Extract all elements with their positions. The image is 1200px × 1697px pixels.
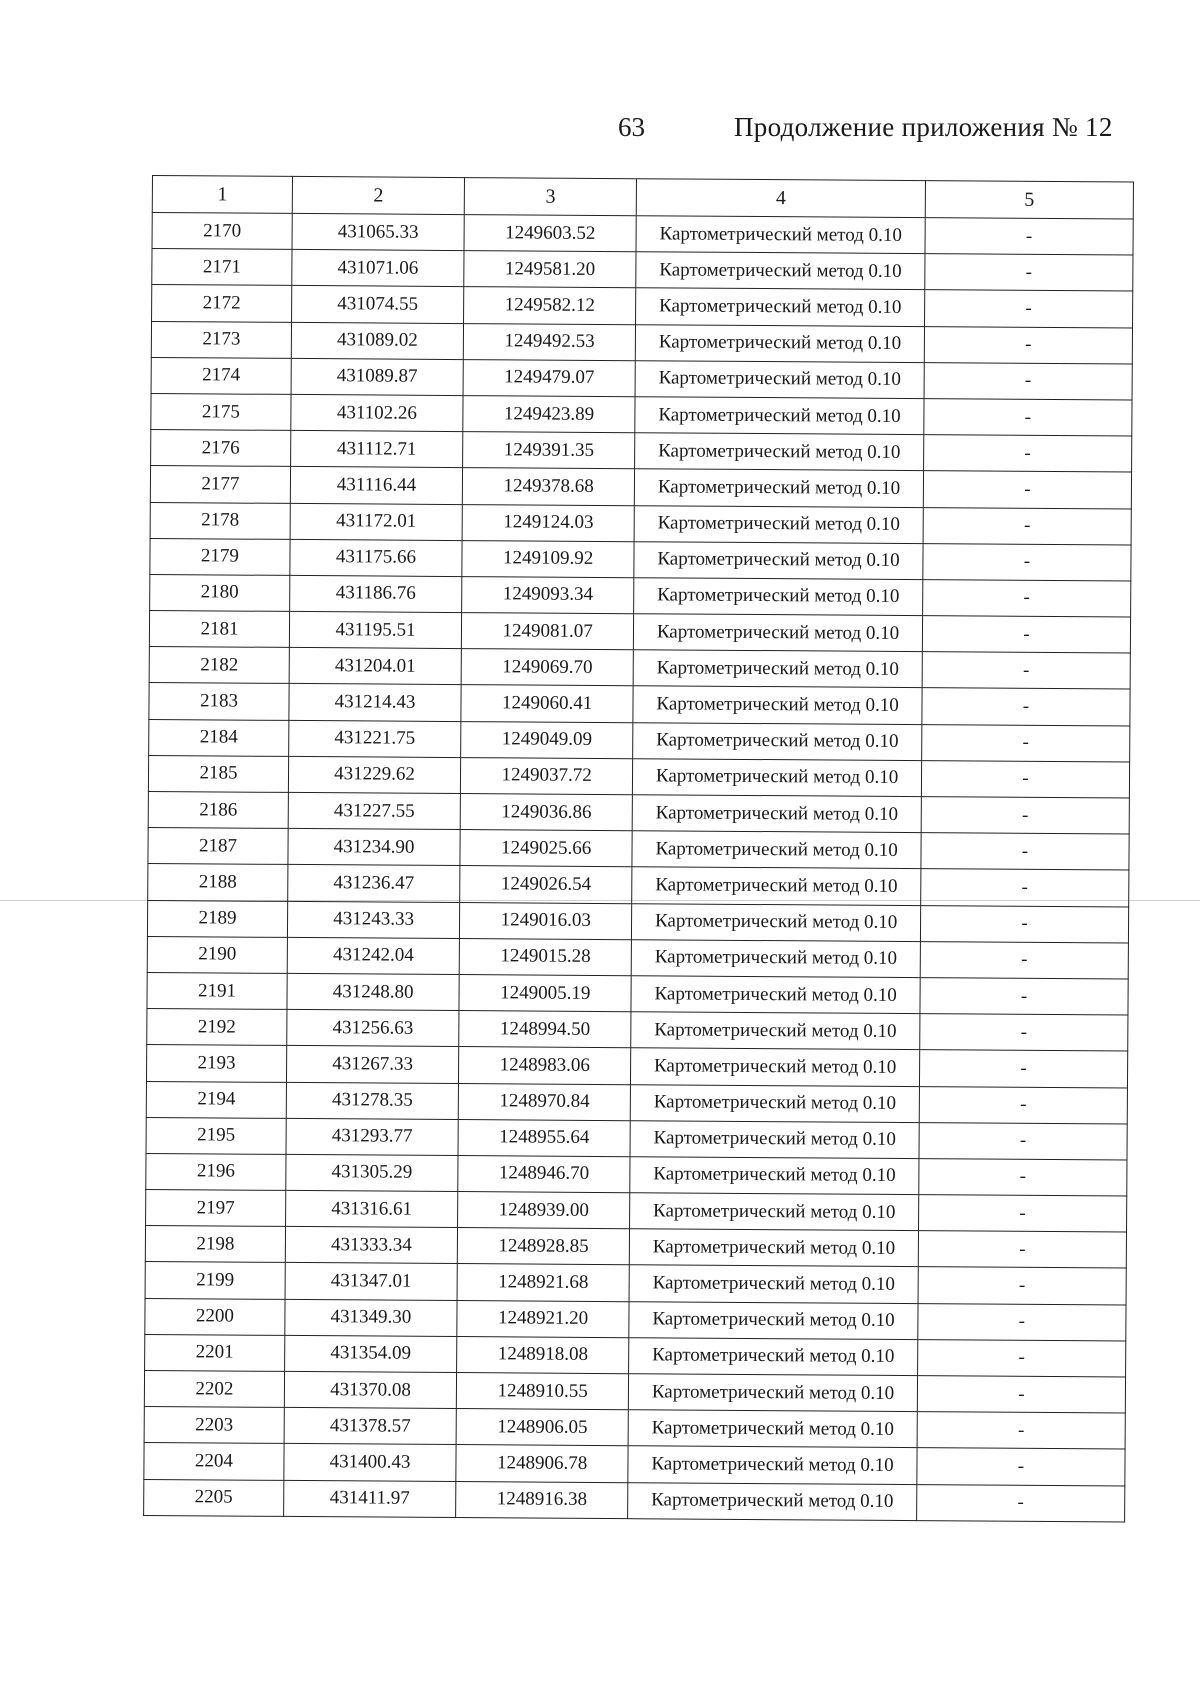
- y-coordinate-cell: 1249124.03: [462, 504, 634, 541]
- method-cell: Картометрический метод 0.10: [631, 1084, 920, 1122]
- note-cell: -: [924, 326, 1132, 364]
- note-cell: -: [924, 399, 1132, 437]
- point-number-cell: 2189: [147, 900, 287, 937]
- note-cell: -: [924, 362, 1132, 400]
- x-coordinate-cell: 431227.55: [288, 792, 460, 829]
- x-coordinate-cell: 431195.51: [289, 611, 461, 648]
- x-coordinate-cell: 431267.33: [286, 1046, 458, 1083]
- note-cell: -: [922, 616, 1130, 654]
- x-coordinate-cell: 431229.62: [288, 756, 460, 793]
- x-coordinate-cell: 431316.61: [286, 1190, 458, 1227]
- method-cell: Картометрический метод 0.10: [634, 578, 923, 616]
- x-coordinate-cell: 431089.87: [291, 358, 463, 395]
- method-cell: Картометрический метод 0.10: [629, 1301, 918, 1339]
- note-cell: -: [918, 1231, 1126, 1269]
- note-cell: -: [921, 797, 1129, 835]
- y-coordinate-cell: 1249492.53: [463, 323, 635, 360]
- method-cell: Картометрический метод 0.10: [631, 1012, 920, 1050]
- note-cell: -: [922, 688, 1130, 726]
- y-coordinate-cell: 1248918.08: [457, 1336, 629, 1373]
- y-coordinate-cell: 1249581.20: [464, 251, 636, 288]
- note-cell: -: [921, 833, 1129, 871]
- x-coordinate-cell: 431172.01: [290, 503, 462, 540]
- point-number-cell: 2197: [146, 1190, 286, 1227]
- method-cell: Картометрический метод 0.10: [629, 1265, 918, 1303]
- method-cell: Картометрический метод 0.10: [636, 324, 925, 362]
- note-cell: -: [919, 1122, 1127, 1160]
- y-coordinate-cell: 1249093.34: [462, 576, 634, 613]
- point-number-cell: 2182: [149, 647, 289, 684]
- y-coordinate-cell: 1248910.55: [456, 1373, 628, 1410]
- note-cell: -: [920, 1014, 1128, 1052]
- y-coordinate-cell: 1248906.05: [456, 1409, 628, 1446]
- x-coordinate-cell: 431221.75: [289, 720, 461, 757]
- x-coordinate-cell: 431175.66: [290, 539, 462, 576]
- method-cell: Картометрический метод 0.10: [635, 397, 924, 435]
- x-coordinate-cell: 431065.33: [292, 213, 464, 250]
- x-coordinate-cell: 431347.01: [285, 1263, 457, 1300]
- y-coordinate-cell: 1248994.50: [459, 1011, 631, 1048]
- x-coordinate-cell: 431074.55: [292, 286, 464, 323]
- note-cell: -: [923, 507, 1131, 545]
- method-cell: Картометрический метод 0.10: [630, 1157, 919, 1195]
- y-coordinate-cell: 1249037.72: [460, 757, 632, 794]
- note-cell: -: [920, 941, 1128, 979]
- point-number-cell: 2171: [152, 249, 292, 286]
- x-coordinate-cell: 431354.09: [285, 1335, 457, 1372]
- note-cell: -: [917, 1484, 1125, 1522]
- point-number-cell: 2176: [151, 430, 291, 467]
- note-cell: -: [921, 869, 1129, 907]
- point-number-cell: 2192: [147, 1009, 287, 1046]
- point-number-cell: 2195: [146, 1117, 286, 1154]
- x-coordinate-cell: 431116.44: [290, 467, 462, 504]
- y-coordinate-cell: 1249479.07: [463, 359, 635, 396]
- point-number-cell: 2177: [150, 466, 290, 503]
- method-cell: Картометрический метод 0.10: [629, 1338, 918, 1376]
- x-coordinate-cell: 431071.06: [292, 250, 464, 287]
- y-coordinate-cell: 1249060.41: [461, 685, 633, 722]
- y-coordinate-cell: 1248921.68: [457, 1264, 629, 1301]
- note-cell: -: [921, 760, 1129, 798]
- y-coordinate-cell: 1248946.70: [458, 1155, 630, 1192]
- column-header-2: 2: [292, 176, 464, 214]
- y-coordinate-cell: 1249069.70: [461, 649, 633, 686]
- point-number-cell: 2183: [149, 683, 289, 720]
- point-number-cell: 2202: [144, 1370, 284, 1407]
- x-coordinate-cell: 431234.90: [288, 829, 460, 866]
- x-coordinate-cell: 431370.08: [284, 1371, 456, 1408]
- x-coordinate-cell: 431349.30: [285, 1299, 457, 1336]
- y-coordinate-cell: 1249005.19: [459, 974, 631, 1011]
- point-number-cell: 2193: [146, 1045, 286, 1082]
- x-coordinate-cell: 431243.33: [287, 901, 459, 938]
- method-cell: Картометрический метод 0.10: [629, 1374, 918, 1412]
- y-coordinate-cell: 1248928.85: [457, 1228, 629, 1265]
- note-cell: -: [919, 1158, 1127, 1196]
- point-number-cell: 2185: [148, 755, 288, 792]
- method-cell: Картометрический метод 0.10: [636, 216, 925, 254]
- y-coordinate-cell: 1249026.54: [460, 866, 632, 903]
- y-coordinate-cell: 1249015.28: [459, 938, 631, 975]
- method-cell: Картометрический метод 0.10: [630, 1193, 919, 1231]
- column-header-5: 5: [925, 181, 1133, 219]
- column-header-1: 1: [152, 176, 292, 214]
- column-header-3: 3: [464, 178, 636, 216]
- note-cell: -: [917, 1339, 1125, 1377]
- method-cell: Картометрический метод 0.10: [630, 1229, 919, 1267]
- point-number-cell: 2201: [145, 1334, 285, 1371]
- method-cell: Картометрический метод 0.10: [633, 686, 922, 724]
- y-coordinate-cell: 1249016.03: [460, 902, 632, 939]
- y-coordinate-cell: 1249603.52: [464, 215, 636, 252]
- note-cell: -: [923, 435, 1131, 473]
- x-coordinate-cell: 431214.43: [289, 684, 461, 721]
- method-cell: Картометрический метод 0.10: [630, 1120, 919, 1158]
- note-cell: -: [919, 1086, 1127, 1124]
- point-number-cell: 2173: [151, 321, 291, 358]
- table-body: [144, 213, 1134, 1522]
- note-cell: -: [920, 905, 1128, 943]
- point-number-cell: 2198: [145, 1226, 285, 1263]
- method-cell: Картометрический метод 0.10: [635, 469, 924, 507]
- y-coordinate-cell: 1248921.20: [457, 1300, 629, 1337]
- y-coordinate-cell: 1249049.09: [461, 721, 633, 758]
- method-cell: Картометрический метод 0.10: [635, 360, 924, 398]
- y-coordinate-cell: 1248906.78: [456, 1445, 628, 1482]
- point-number-cell: 2184: [149, 719, 289, 756]
- point-number-cell: 2196: [146, 1153, 286, 1190]
- note-cell: -: [923, 471, 1131, 509]
- point-number-cell: 2191: [147, 972, 287, 1009]
- point-number-cell: 2190: [147, 936, 287, 973]
- page-number: 63: [618, 112, 645, 142]
- x-coordinate-cell: 431293.77: [286, 1118, 458, 1155]
- y-coordinate-cell: 1249109.92: [462, 540, 634, 577]
- point-number-cell: 2179: [150, 538, 290, 575]
- method-cell: Картометрический метод 0.10: [633, 759, 922, 797]
- table-row: [144, 1479, 1125, 1522]
- point-number-cell: 2187: [148, 828, 288, 865]
- x-coordinate-cell: 431236.47: [288, 865, 460, 902]
- method-cell: Картометрический метод 0.10: [628, 1482, 917, 1520]
- coordinates-table: [143, 175, 1134, 1522]
- note-cell: -: [917, 1448, 1125, 1486]
- y-coordinate-cell: 1248939.00: [458, 1192, 630, 1229]
- note-cell: -: [920, 978, 1128, 1016]
- method-cell: Картометрический метод 0.10: [631, 976, 920, 1014]
- y-coordinate-cell: 1249036.86: [460, 794, 632, 831]
- y-coordinate-cell: 1249423.89: [463, 396, 635, 433]
- method-cell: Картометрический метод 0.10: [631, 939, 920, 977]
- x-coordinate-cell: 431242.04: [287, 937, 459, 974]
- method-cell: Картометрический метод 0.10: [634, 541, 923, 579]
- note-cell: -: [923, 579, 1131, 617]
- note-cell: -: [917, 1412, 1125, 1450]
- y-coordinate-cell: 1248916.38: [456, 1481, 628, 1518]
- note-cell: -: [922, 724, 1130, 762]
- point-number-cell: 2186: [148, 791, 288, 828]
- page-title: Продолжение приложения № 12: [734, 112, 1113, 142]
- x-coordinate-cell: 431400.43: [284, 1444, 456, 1481]
- point-number-cell: 2172: [152, 285, 292, 322]
- column-header-4: 4: [637, 179, 926, 218]
- x-coordinate-cell: 431186.76: [290, 575, 462, 612]
- method-cell: Картометрический метод 0.10: [635, 433, 924, 471]
- point-number-cell: 2180: [150, 574, 290, 611]
- x-coordinate-cell: 431248.80: [287, 973, 459, 1010]
- point-number-cell: 2178: [150, 502, 290, 539]
- y-coordinate-cell: 1249378.68: [462, 468, 634, 505]
- point-number-cell: 2203: [144, 1407, 284, 1444]
- method-cell: Картометрический метод 0.10: [633, 722, 922, 760]
- method-cell: Картометрический метод 0.10: [628, 1446, 917, 1484]
- point-number-cell: 2181: [149, 611, 289, 648]
- point-number-cell: 2194: [146, 1081, 286, 1118]
- note-cell: -: [922, 652, 1130, 690]
- y-coordinate-cell: 1249025.66: [460, 830, 632, 867]
- method-cell: Картометрический метод 0.10: [632, 831, 921, 869]
- x-coordinate-cell: 431333.34: [285, 1227, 457, 1264]
- note-cell: -: [923, 543, 1131, 581]
- point-number-cell: 2200: [145, 1298, 285, 1335]
- x-coordinate-cell: 431089.02: [291, 322, 463, 359]
- method-cell: Картометрический метод 0.10: [633, 650, 922, 688]
- note-cell: -: [925, 218, 1133, 256]
- table-header-row: [152, 176, 1133, 220]
- y-coordinate-cell: 1248970.84: [458, 1083, 630, 1120]
- note-cell: -: [918, 1303, 1126, 1341]
- y-coordinate-cell: 1249081.07: [461, 613, 633, 650]
- point-number-cell: 2170: [152, 213, 292, 250]
- point-number-cell: 2205: [144, 1479, 284, 1516]
- method-cell: Картометрический метод 0.10: [632, 903, 921, 941]
- note-cell: -: [924, 290, 1132, 328]
- method-cell: Картометрический метод 0.10: [632, 867, 921, 905]
- point-number-cell: 2199: [145, 1262, 285, 1299]
- x-coordinate-cell: 431305.29: [286, 1154, 458, 1191]
- note-cell: -: [919, 1050, 1127, 1088]
- point-number-cell: 2175: [151, 393, 291, 430]
- point-number-cell: 2174: [151, 357, 291, 394]
- method-cell: Картометрический метод 0.10: [636, 252, 925, 290]
- x-coordinate-cell: 431204.01: [289, 648, 461, 685]
- point-number-cell: 2188: [148, 864, 288, 901]
- point-number-cell: 2204: [144, 1443, 284, 1480]
- x-coordinate-cell: 431278.35: [286, 1082, 458, 1119]
- y-coordinate-cell: 1249582.12: [464, 287, 636, 324]
- note-cell: -: [917, 1376, 1125, 1414]
- note-cell: -: [925, 254, 1133, 292]
- note-cell: -: [918, 1267, 1126, 1305]
- note-cell: -: [918, 1195, 1126, 1233]
- method-cell: Картометрический метод 0.10: [632, 795, 921, 833]
- y-coordinate-cell: 1248983.06: [459, 1047, 631, 1084]
- x-coordinate-cell: 431378.57: [284, 1408, 456, 1445]
- method-cell: Картометрический метод 0.10: [631, 1048, 920, 1086]
- method-cell: Картометрический метод 0.10: [628, 1410, 917, 1448]
- x-coordinate-cell: 431411.97: [284, 1480, 456, 1517]
- x-coordinate-cell: 431256.63: [287, 1010, 459, 1047]
- x-coordinate-cell: 431102.26: [291, 394, 463, 431]
- y-coordinate-cell: 1248955.64: [458, 1119, 630, 1156]
- method-cell: Картометрический метод 0.10: [634, 505, 923, 543]
- method-cell: Картометрический метод 0.10: [636, 288, 925, 326]
- y-coordinate-cell: 1249391.35: [463, 432, 635, 469]
- x-coordinate-cell: 431112.71: [291, 431, 463, 468]
- method-cell: Картометрический метод 0.10: [634, 614, 923, 652]
